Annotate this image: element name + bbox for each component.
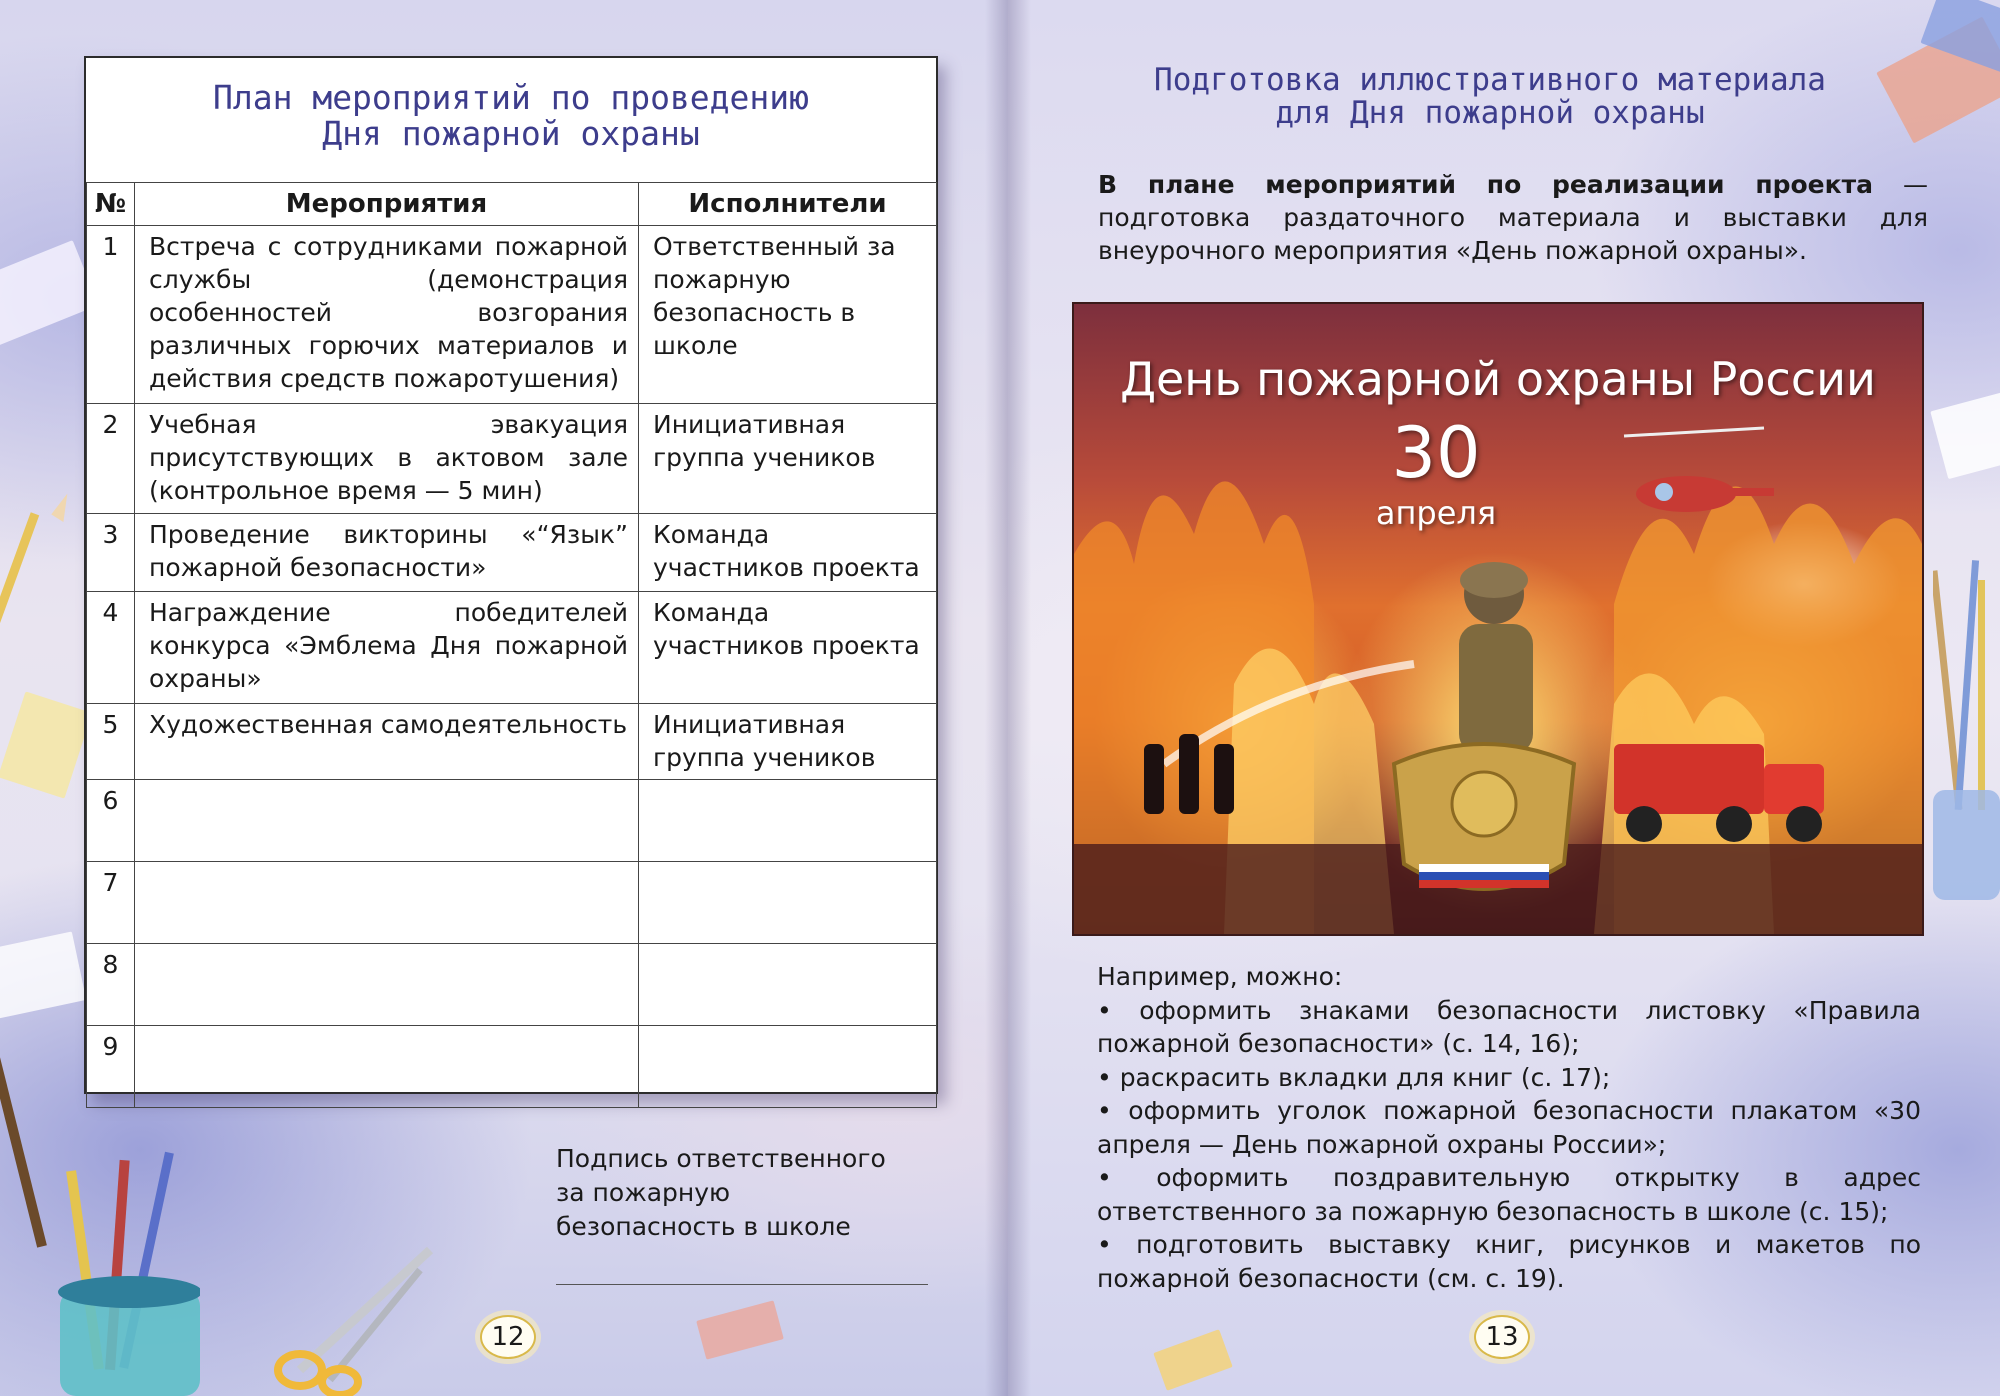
row-event[interactable] [135, 862, 639, 944]
row-event: Художественная самодеятельность [135, 704, 639, 780]
table-row-empty [87, 1026, 937, 1108]
table-row-empty [87, 862, 937, 944]
page-number-left: 12 [480, 1315, 536, 1359]
table-row-empty [87, 944, 937, 1026]
row-executor: Инициативная группа учеников [639, 404, 937, 514]
firefighter-team-silhouette [1144, 734, 1234, 814]
paper-sheet-decoration [1930, 391, 2000, 479]
table-title-line1: План мероприятий по проведению [212, 78, 810, 117]
row-executor[interactable] [639, 862, 937, 944]
row-number: 5 [87, 704, 135, 780]
row-executor: Команда участников проекта [639, 514, 937, 592]
row-executor[interactable] [639, 1026, 937, 1108]
table-row-empty [87, 780, 937, 862]
table-row [87, 404, 937, 514]
paper-sheet-decoration [1153, 1329, 1232, 1391]
example-item: • оформить уголок пожарной безопасности плакатом «30 апреля — День пожарной охраны России»; [1097, 1096, 1921, 1159]
row-number: 6 [87, 780, 135, 862]
row-number: 8 [87, 944, 135, 1026]
row-number: 3 [87, 514, 135, 592]
events-plan-table [86, 182, 937, 1108]
intro-bold: В плане мероприятий по реализации проекта [1098, 170, 1873, 199]
table-title [86, 58, 936, 182]
table-row [87, 226, 937, 404]
row-event[interactable] [135, 780, 639, 862]
poster-day: 30 [1391, 412, 1481, 494]
table-title-line2: Дня пожарной охраны [322, 114, 700, 153]
row-executor: Инициативная группа учеников [639, 704, 937, 780]
row-number: 4 [87, 592, 135, 704]
column-header-number: № [87, 183, 135, 226]
intro-rest: — подготовка раздаточного материала и выставки для внеурочного мероприятия «День пожарной охраны». [1098, 170, 1928, 265]
row-number: 7 [87, 862, 135, 944]
row-number: 1 [87, 226, 135, 404]
page-number-right: 13 [1474, 1315, 1530, 1359]
signature-line[interactable] [556, 1284, 928, 1285]
row-executor: Команда участников проекта [639, 592, 937, 704]
page-heading [1120, 64, 1860, 130]
row-event: Учебная эвакуация присутствующих в актовом зале (контрольное время — 5 мин) [135, 404, 639, 514]
table-row [87, 592, 937, 704]
signature-label: Подпись ответственного за пожарную безопасность в школе [556, 1144, 886, 1241]
column-header-executors: Исполнители [639, 183, 937, 226]
table-row [87, 704, 937, 780]
row-event: Встреча с сотрудниками пожарной службы (демонстрация особенностей возгорания различных горючих материалов и действия средств пожаротушения) [135, 226, 639, 404]
poster-title: День пожарной охраны России [1120, 352, 1876, 406]
row-number: 9 [87, 1026, 135, 1108]
row-number: 2 [87, 404, 135, 514]
example-item: • оформить знаками безопасности листовку «Правила пожарной безопасности» (с. 14, 16); [1097, 995, 1921, 1058]
examples-list [1073, 960, 1921, 1295]
page-heading-line2: для Дня пожарной охраны [1275, 95, 1705, 131]
row-executor[interactable] [639, 944, 937, 1026]
row-event[interactable] [135, 1026, 639, 1108]
row-executor: Ответственный за пожарную безопасность в школе [639, 226, 937, 404]
events-plan-table-card [84, 56, 938, 1094]
intro-paragraph [1098, 168, 1928, 267]
row-event[interactable] [135, 944, 639, 1026]
examples-lead: Например, можно: [1097, 962, 1343, 991]
fire-day-poster [1072, 302, 1924, 936]
poster-month: апреля [1375, 494, 1497, 532]
brushes-illustration [1933, 560, 2000, 900]
paper-sheet-decoration [696, 1300, 784, 1359]
table-header-row [87, 183, 937, 226]
row-event: Проведение викторины «“Язык” пожарной безопасности» [135, 514, 639, 592]
example-item: • раскрасить вкладки для книг (с. 17); [1097, 1062, 1611, 1092]
example-item: • оформить поздравительную открытку в адрес ответственного за пожарную безопасность в школе (с. 15); [1097, 1163, 1921, 1226]
example-item: • подготовить выставку книг, рисунков и макетов по пожарной безопасности (см. с. 19). [1097, 1230, 1921, 1293]
book-gutter [985, 0, 1031, 1396]
fire-service-emblem-icon [1394, 744, 1574, 889]
table-row [87, 514, 937, 592]
scissors-illustration [270, 1230, 440, 1396]
page-heading-line1: Подготовка иллюстративного материала [1154, 62, 1826, 98]
row-event: Награждение победителей конкурса «Эмблема Дня пожарной охраны» [135, 592, 639, 704]
column-header-events: Мероприятия [135, 183, 639, 226]
right-page [1008, 0, 2000, 1396]
row-executor[interactable] [639, 780, 937, 862]
